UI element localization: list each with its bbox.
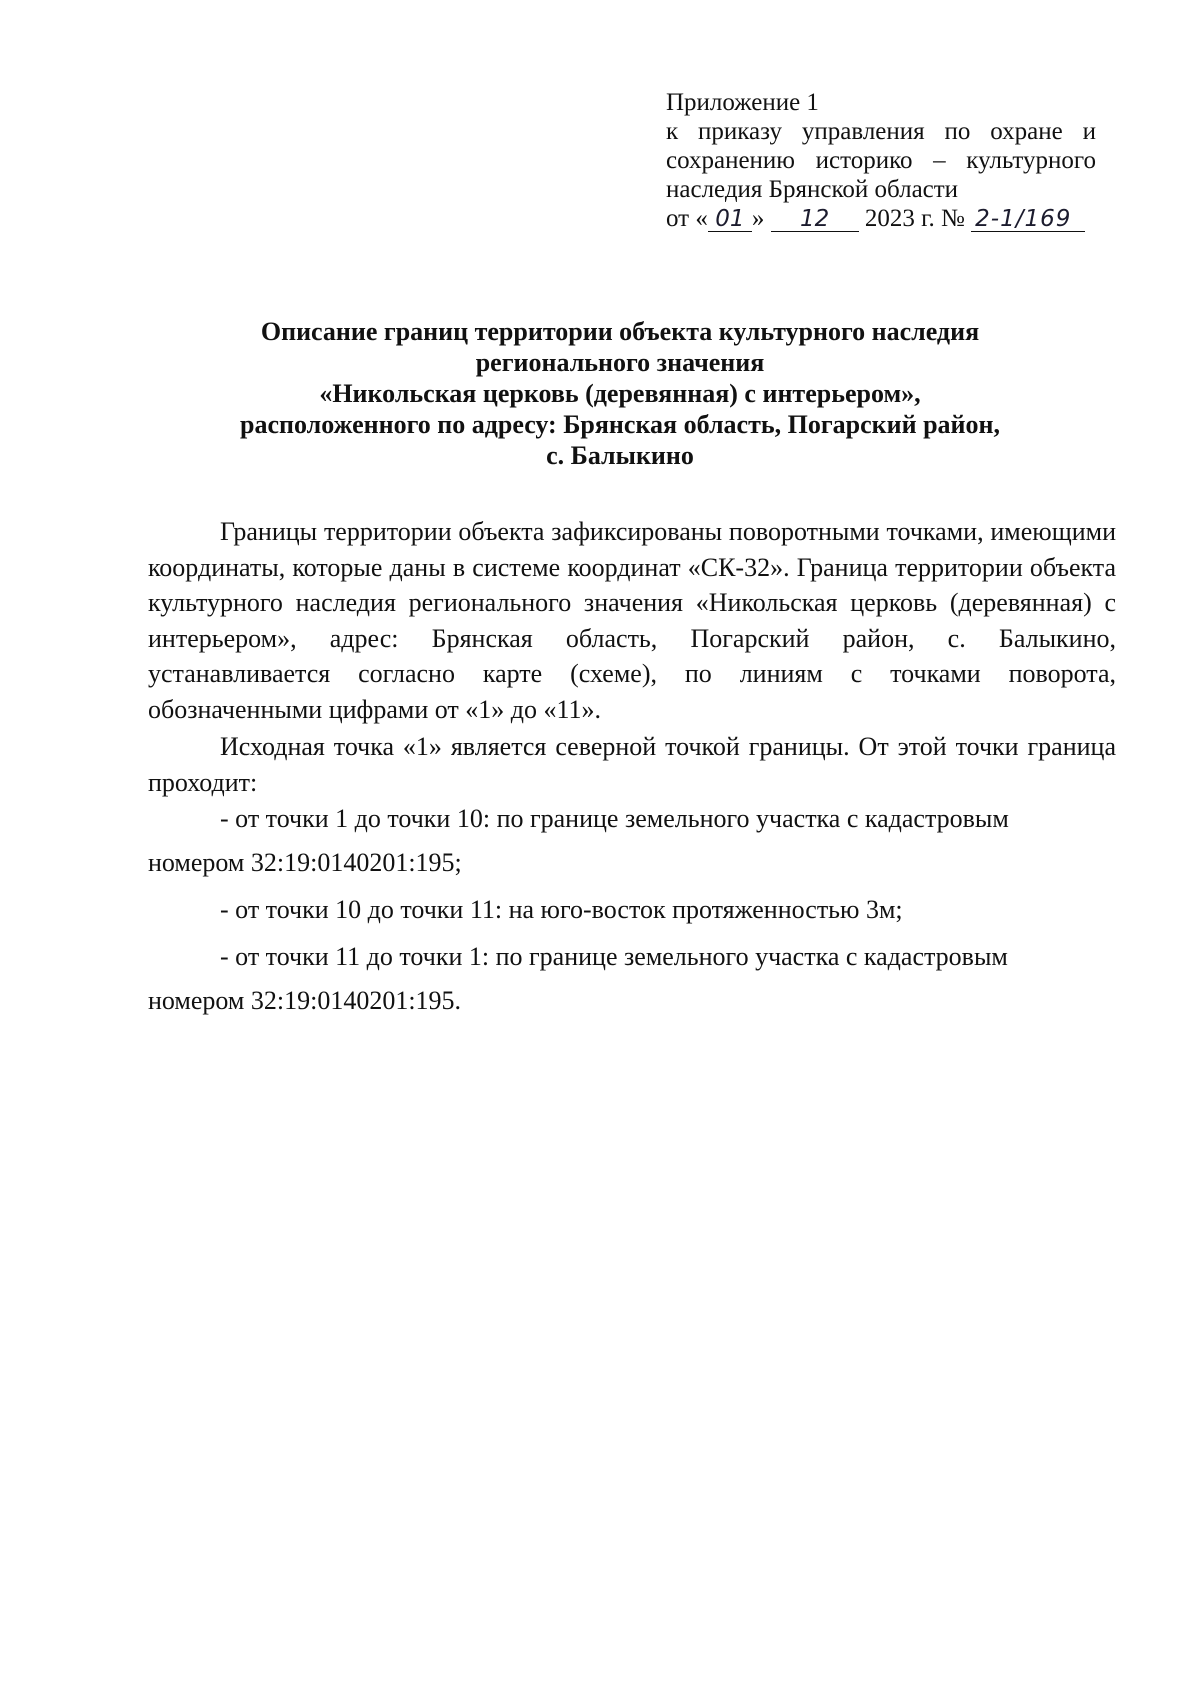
document-title — [140, 316, 1100, 471]
boundary-item-3 — [148, 938, 1116, 1020]
title-line-2: регионального значения — [475, 348, 765, 377]
boundary-item-2 — [148, 891, 1116, 929]
body-paragraph-2: Исходная точка «1» является северной точкой границы. От этой точки граница проходит: — [148, 732, 1116, 797]
appendix-date-line — [666, 204, 1096, 233]
title-line-1: Описание границ территории объекта культурного наследия — [260, 317, 980, 346]
title-line-5: с. Балыкино — [546, 441, 694, 470]
date-mid: » — [751, 205, 765, 232]
document-body — [148, 514, 1116, 1020]
boundary-item-2-text: - от точки 10 до точки 11: на юго-восток протяженностью 3м; — [220, 895, 903, 924]
boundary-item-3-cont: номером 32:19:0140201:195. — [148, 986, 462, 1015]
appendix-authority: наследия Брянской области — [666, 176, 959, 203]
appendix-title: Приложение 1 — [666, 89, 819, 116]
handwritten-month: 12 — [771, 207, 859, 232]
date-year: 2023 г. № — [864, 205, 965, 232]
boundary-item-1-text: - от точки 1 до точки 10: по границе земельного участка с кадастровым — [220, 804, 1009, 833]
appendix-order-ref-cont: сохранению историко – культурного — [666, 147, 1096, 174]
body-paragraph-1: Границы территории объекта зафиксированы поворотными точками, имеющими координаты, которые даны в системе координат «СК-32». Граница территории объекта культурного наследия регионального значения «Никольская церковь (деревянная) с интерьером», адрес: Брянская область, Погарский район, с. Балыкино, устанавливается согласно карте (схеме), по линиям с точками поворота, обозначенными цифрами от «1» до «11». — [148, 517, 1116, 724]
appendix-order-ref: к приказу управления по охране и — [666, 118, 1096, 145]
appendix-block — [666, 88, 1096, 233]
title-line-3: «Никольская церковь (деревянная) с интерьером», — [319, 379, 921, 408]
handwritten-day: 01 — [708, 207, 752, 232]
date-prefix: от « — [666, 205, 708, 232]
title-line-4: расположенного по адресу: Брянская область, Погарский район, — [240, 410, 1000, 439]
handwritten-order-number: 2-1/169 — [971, 207, 1085, 232]
boundary-item-1 — [148, 800, 1116, 882]
boundary-item-1-cont: номером 32:19:0140201:195; — [148, 848, 462, 877]
boundary-item-3-text: - от точки 11 до точки 1: по границе земельного участка с кадастровым — [220, 942, 1008, 971]
